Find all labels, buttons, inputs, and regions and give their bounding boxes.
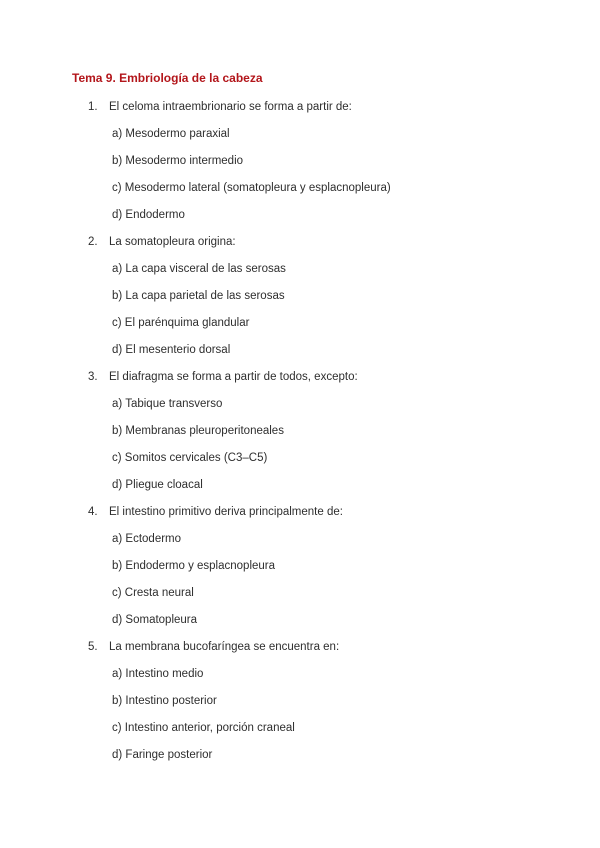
question-text: El celoma intraembrionario se forma a partir de:: [109, 101, 352, 113]
document-title: Tema 9. Embriología de la cabeza: [72, 71, 263, 85]
option-1b: b) Mesodermo intermedio: [112, 155, 244, 167]
question-text: El intestino primitivo deriva principalmente de:: [109, 506, 343, 518]
option-2a: a) La capa visceral de las serosas: [112, 263, 286, 275]
option-5b: b) Intestino posterior: [112, 695, 217, 707]
question-number: 2.: [88, 236, 98, 248]
option-5c: c) Intestino anterior, porción craneal: [112, 722, 295, 734]
option-2c: c) El parénquima glandular: [112, 317, 250, 329]
option-1d: d) Endodermo: [112, 209, 185, 221]
option-3b: b) Membranas pleuroperitoneales: [112, 425, 284, 437]
option-4d: d) Somatopleura: [112, 614, 198, 626]
question-number: 4.: [88, 506, 98, 518]
option-3c: c) Somitos cervicales (C3–C5): [112, 452, 268, 464]
question-text: La membrana bucofaríngea se encuentra en:: [109, 641, 340, 653]
option-5d: d) Faringe posterior: [112, 749, 213, 761]
question-number: 3.: [88, 371, 98, 383]
option-4b: b) Endodermo y esplacnopleura: [112, 560, 276, 572]
question-text: La somatopleura origina:: [109, 236, 236, 248]
option-1c: c) Mesodermo lateral (somatopleura y esplacnopleura): [112, 182, 391, 194]
option-2d: d) El mesenterio dorsal: [112, 344, 231, 356]
option-3a: a) Tabique transverso: [112, 398, 223, 410]
option-4a: a) Ectodermo: [112, 533, 182, 545]
option-2b: b) La capa parietal de las serosas: [112, 290, 285, 302]
question-number: 1.: [88, 101, 98, 113]
question-number: 5.: [88, 641, 98, 653]
option-1a: a) Mesodermo paraxial: [112, 128, 230, 140]
option-5a: a) Intestino medio: [112, 668, 204, 680]
question-text: El diafragma se forma a partir de todos, excepto:: [109, 371, 358, 383]
option-4c: c) Cresta neural: [112, 587, 194, 599]
option-3d: d) Pliegue cloacal: [112, 479, 203, 491]
